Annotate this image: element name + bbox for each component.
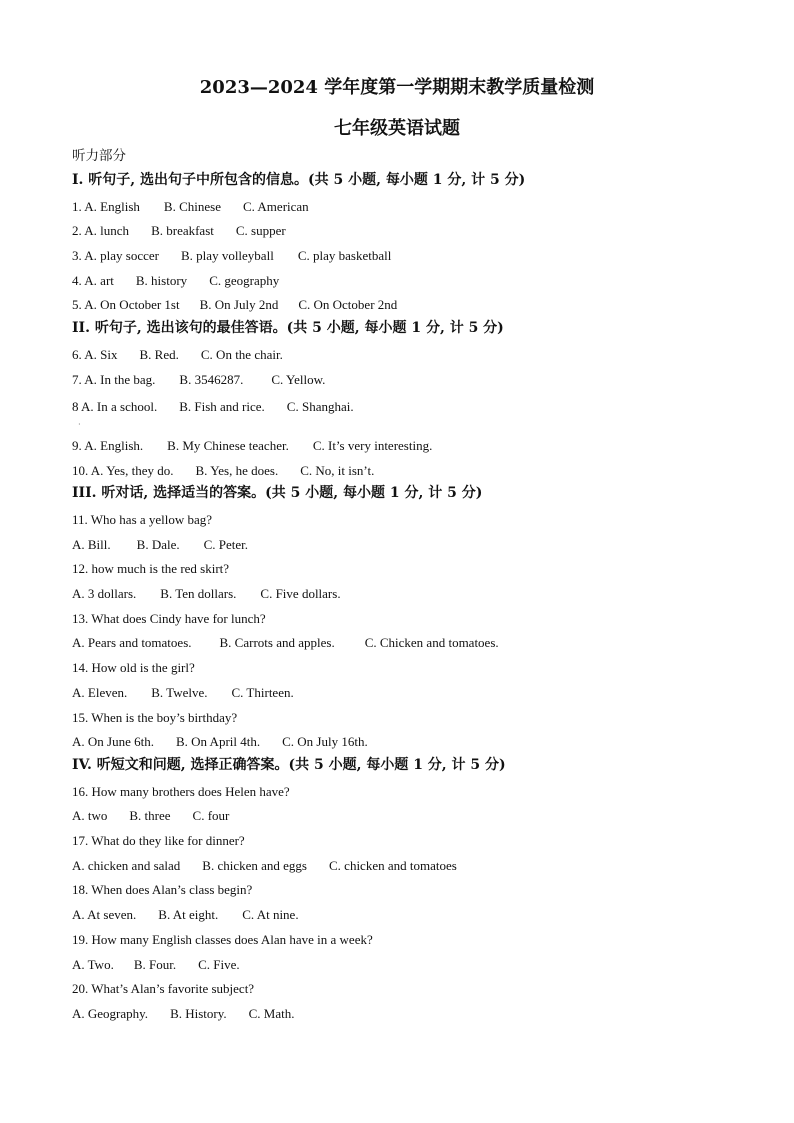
option-a: 6. A. Six — [72, 347, 118, 362]
option-a: 8 A. In a school. — [72, 399, 158, 414]
question-19-stem: 19. How many English classes does Alan have in a week? — [72, 932, 373, 947]
question-row-10 — [72, 463, 374, 479]
question-row-5 — [72, 297, 397, 313]
option-b: B. On July 2nd — [199, 297, 279, 312]
option-c: C. On October 2nd — [298, 297, 398, 312]
option-b: B. Dale. — [136, 537, 180, 552]
question-row-4 — [72, 273, 279, 289]
option-c: C. play basketball — [297, 248, 392, 263]
question-15-options — [72, 734, 368, 750]
option-c: C. At nine. — [242, 907, 299, 922]
option-a: A. Eleven. — [72, 685, 128, 700]
option-a: A. Geography. — [72, 1006, 149, 1021]
option-b: B. chicken and eggs — [202, 858, 307, 873]
section-heading-2: II. 听句子, 选出该句的最佳答语。(共 5 小题, 每小题 1 分, 计 5 分) — [72, 320, 504, 336]
question-13-options — [72, 635, 499, 651]
option-c: C. Five. — [198, 957, 240, 972]
option-b: B. breakfast — [151, 223, 214, 238]
question-row-9 — [72, 438, 432, 454]
stray-mark: · — [78, 420, 81, 429]
option-a: 1. A. English — [72, 199, 140, 214]
option-a: A. Pears and tomatoes. — [72, 635, 192, 650]
option-c: C. On the chair. — [200, 347, 283, 362]
option-a: 7. A. In the bag. — [72, 372, 156, 387]
option-b: B. Chinese — [163, 199, 221, 214]
option-c: C. Peter. — [203, 537, 249, 552]
option-b: B. play volleyball — [181, 248, 274, 263]
question-row-3 — [72, 248, 391, 264]
option-c: C. chicken and tomatoes — [329, 858, 457, 873]
question-19-options — [72, 957, 240, 973]
option-a: A. At seven. — [72, 907, 137, 922]
option-a: A. 3 dollars. — [72, 586, 137, 601]
question-16-options — [72, 808, 229, 824]
question-17-stem: 17. What do they like for dinner? — [72, 833, 245, 848]
option-c: C. Yellow. — [271, 372, 326, 387]
question-14-stem: 14. How old is the girl? — [72, 660, 195, 675]
section-heading-3: III. 听对话, 选择适当的答案。(共 5 小题, 每小题 1 分, 计 5 分) — [72, 485, 483, 501]
question-11-options — [72, 537, 248, 553]
option-b: B. Red. — [139, 347, 179, 362]
question-row-6 — [72, 347, 283, 363]
option-c: C. It’s very interesting. — [312, 438, 433, 453]
option-b: B. At eight. — [158, 907, 219, 922]
option-b: B. three — [129, 808, 171, 823]
question-16-stem: 16. How many brothers does Helen have? — [72, 784, 290, 799]
option-a: A. two — [72, 808, 108, 823]
option-c: C. geography — [209, 273, 280, 288]
option-a: A. chicken and salad — [72, 858, 181, 873]
exam-title: 2023—2024 学年度第一学期期末教学质量检测 — [199, 77, 595, 98]
option-c: C. Thirteen. — [231, 685, 294, 700]
option-a: 5. A. On October 1st — [72, 297, 180, 312]
option-b: B. Ten dollars. — [160, 586, 237, 601]
option-c: C. supper — [235, 223, 286, 238]
option-a: A. Two. — [72, 957, 114, 972]
option-c: C. Chicken and tomatoes. — [364, 635, 499, 650]
section-heading-1: I. 听句子, 选出句子中所包含的信息。(共 5 小题, 每小题 1 分, 计 5 分) — [72, 172, 526, 188]
question-row-1 — [72, 199, 309, 215]
option-a: 2. A. lunch — [72, 223, 130, 238]
option-b: B. On April 4th. — [175, 734, 261, 749]
part-label: 听力部分 — [72, 148, 126, 164]
option-b: B. Four. — [133, 957, 177, 972]
option-c: C. Five dollars. — [260, 586, 341, 601]
question-17-options — [72, 858, 457, 874]
section-heading-4: IV. 听短文和问题, 选择正确答案。(共 5 小题, 每小题 1 分, 计 5 分) — [72, 757, 506, 773]
question-row-8 — [72, 399, 354, 415]
option-a: 4. A. art — [72, 273, 114, 288]
option-c: C. Shanghai. — [286, 399, 354, 414]
option-c: C. No, it isn’t. — [300, 463, 375, 478]
option-b: B. Carrots and apples. — [219, 635, 335, 650]
question-12-stem: 12. how much is the red skirt? — [72, 561, 230, 576]
question-20-stem: 20. What’s Alan’s favorite subject? — [72, 981, 255, 996]
question-13-stem: 13. What does Cindy have for lunch? — [72, 611, 266, 626]
option-a: A. Bill. — [72, 537, 111, 552]
option-b: B. Twelve. — [151, 685, 208, 700]
question-row-2 — [72, 223, 286, 239]
question-20-options — [72, 1006, 295, 1022]
option-c: C. Math. — [248, 1006, 295, 1021]
option-a: 10. A. Yes, they do. — [72, 463, 174, 478]
question-12-options — [72, 586, 341, 602]
question-row-7 — [72, 372, 325, 388]
option-b: B. history — [135, 273, 188, 288]
option-b: B. Yes, he does. — [195, 463, 279, 478]
option-b: B. My Chinese teacher. — [167, 438, 289, 453]
option-c: C. American — [242, 199, 309, 214]
question-14-options — [72, 685, 294, 701]
option-a: A. On June 6th. — [72, 734, 154, 749]
question-18-stem: 18. When does Alan’s class begin? — [72, 882, 253, 897]
question-18-options — [72, 907, 299, 923]
option-c: C. On July 16th. — [282, 734, 368, 749]
option-b: B. Fish and rice. — [179, 399, 265, 414]
option-b: B. 3546287. — [179, 372, 244, 387]
option-a: 3. A. play soccer — [72, 248, 160, 263]
question-15-stem: 15. When is the boy’s birthday? — [72, 710, 238, 725]
option-c: C. four — [192, 808, 230, 823]
option-b: B. History. — [170, 1006, 227, 1021]
exam-subtitle: 七年级英语试题 — [334, 118, 460, 139]
option-a: 9. A. English. — [72, 438, 144, 453]
question-11-stem: 11. Who has a yellow bag? — [72, 512, 213, 527]
